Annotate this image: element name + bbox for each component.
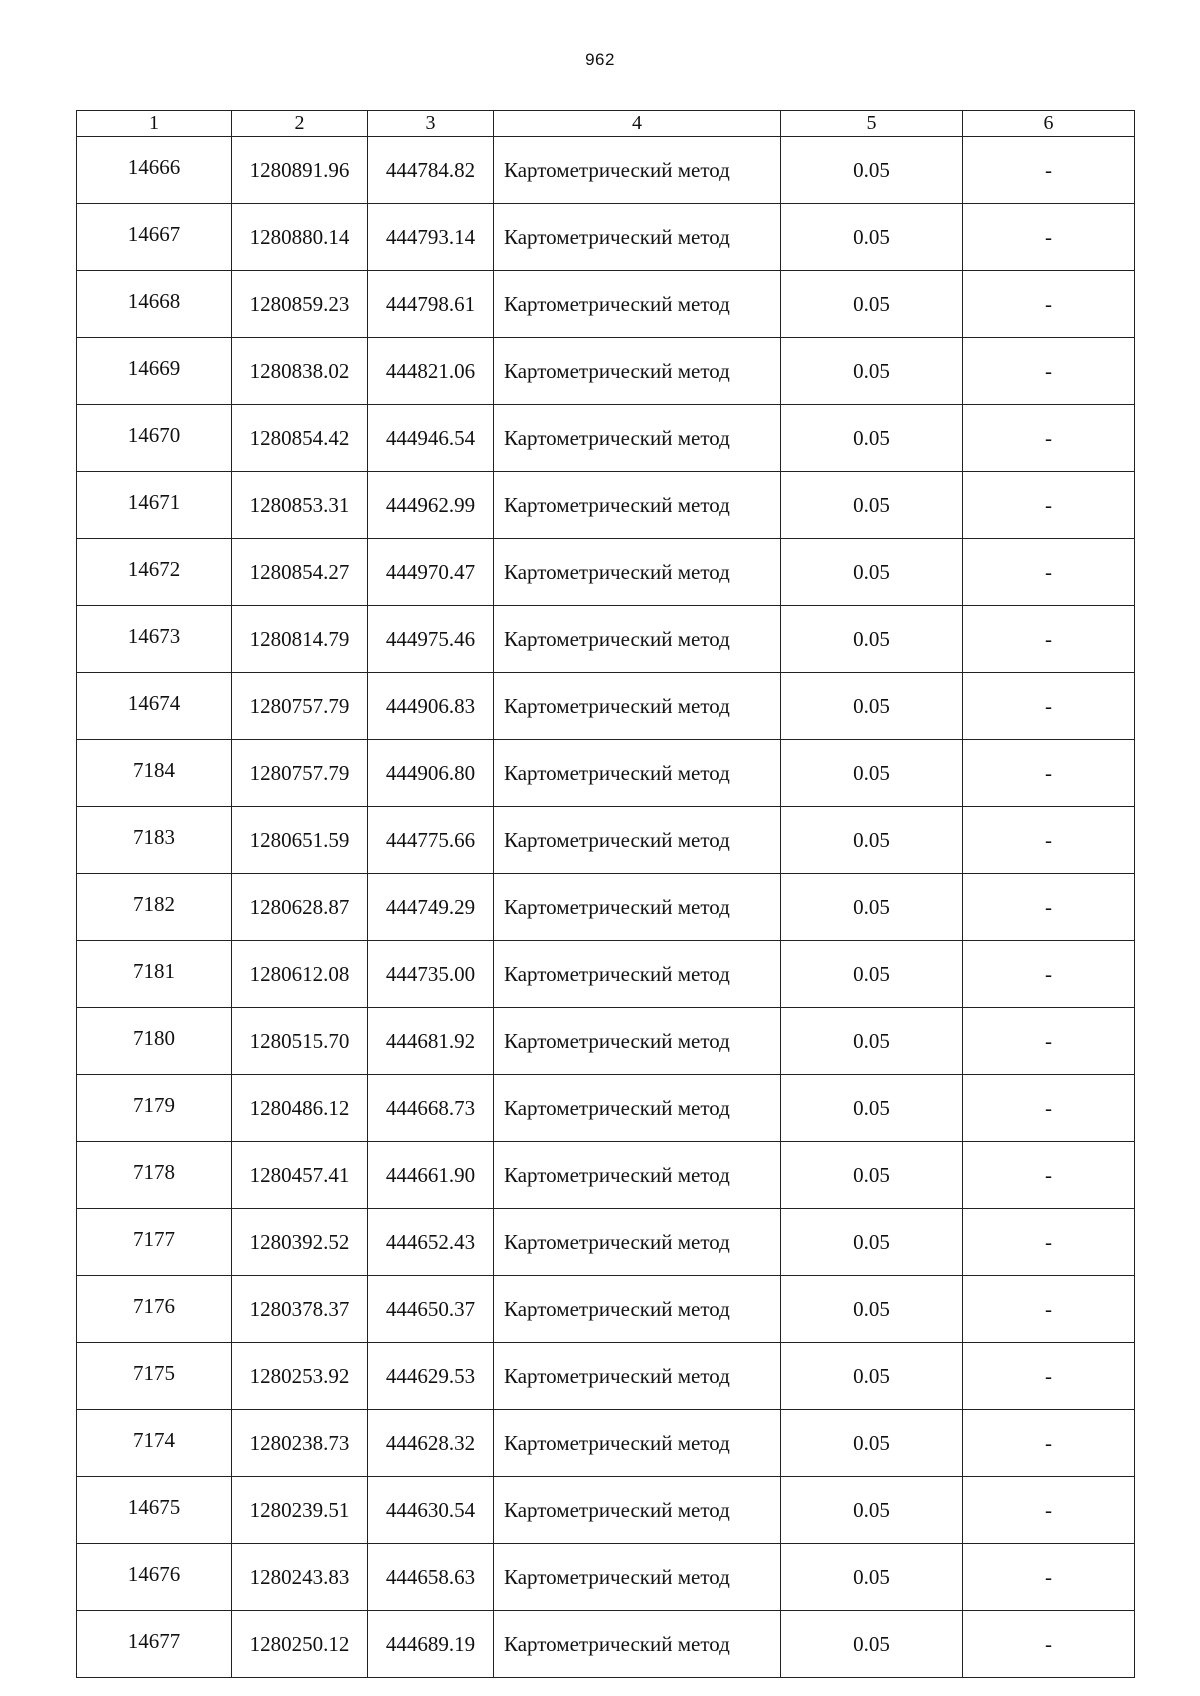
cell-method: Картометрический метод xyxy=(494,472,781,539)
cell-y-coordinate: 444784.82 xyxy=(368,137,494,204)
cell-note: - xyxy=(963,606,1135,673)
table-row xyxy=(77,941,1135,1008)
table-row xyxy=(77,472,1135,539)
column-header-2: 2 xyxy=(232,111,368,137)
cell-x-coordinate: 1280392.52 xyxy=(232,1209,368,1276)
cell-y-coordinate: 444775.66 xyxy=(368,807,494,874)
cell-method: Картометрический метод xyxy=(494,1343,781,1410)
cell-note: - xyxy=(963,204,1135,271)
cell-x-coordinate: 1280239.51 xyxy=(232,1477,368,1544)
cell-point-number: 7176 xyxy=(77,1276,232,1343)
cell-point-number: 14675 xyxy=(77,1477,232,1544)
table-row xyxy=(77,137,1135,204)
cell-point-number: 7174 xyxy=(77,1410,232,1477)
cell-accuracy: 0.05 xyxy=(781,271,963,338)
cell-note: - xyxy=(963,1075,1135,1142)
cell-accuracy: 0.05 xyxy=(781,1477,963,1544)
cell-point-number: 14670 xyxy=(77,405,232,472)
cell-x-coordinate: 1280457.41 xyxy=(232,1142,368,1209)
cell-x-coordinate: 1280880.14 xyxy=(232,204,368,271)
header-row xyxy=(77,111,1135,137)
cell-note: - xyxy=(963,1477,1135,1544)
cell-y-coordinate: 444975.46 xyxy=(368,606,494,673)
cell-y-coordinate: 444793.14 xyxy=(368,204,494,271)
table-row xyxy=(77,204,1135,271)
cell-note: - xyxy=(963,1544,1135,1611)
cell-y-coordinate: 444735.00 xyxy=(368,941,494,1008)
cell-x-coordinate: 1280515.70 xyxy=(232,1008,368,1075)
cell-method: Картометрический метод xyxy=(494,1209,781,1276)
table-row xyxy=(77,405,1135,472)
cell-note: - xyxy=(963,405,1135,472)
cell-note: - xyxy=(963,1209,1135,1276)
cell-point-number: 14668 xyxy=(77,271,232,338)
column-header-4: 4 xyxy=(494,111,781,137)
cell-x-coordinate: 1280651.59 xyxy=(232,807,368,874)
cell-x-coordinate: 1280253.92 xyxy=(232,1343,368,1410)
cell-note: - xyxy=(963,271,1135,338)
cell-y-coordinate: 444658.63 xyxy=(368,1544,494,1611)
cell-note: - xyxy=(963,1611,1135,1678)
table-row xyxy=(77,807,1135,874)
cell-method: Картометрический метод xyxy=(494,1008,781,1075)
table-row xyxy=(77,673,1135,740)
cell-x-coordinate: 1280378.37 xyxy=(232,1276,368,1343)
cell-accuracy: 0.05 xyxy=(781,338,963,405)
cell-accuracy: 0.05 xyxy=(781,1142,963,1209)
cell-accuracy: 0.05 xyxy=(781,539,963,606)
table-row xyxy=(77,271,1135,338)
cell-accuracy: 0.05 xyxy=(781,606,963,673)
cell-accuracy: 0.05 xyxy=(781,204,963,271)
cell-method: Картометрический метод xyxy=(494,1611,781,1678)
column-header-1: 1 xyxy=(77,111,232,137)
column-header-5: 5 xyxy=(781,111,963,137)
cell-y-coordinate: 444821.06 xyxy=(368,338,494,405)
cell-y-coordinate: 444668.73 xyxy=(368,1075,494,1142)
table-row xyxy=(77,1276,1135,1343)
table-row xyxy=(77,1611,1135,1678)
cell-note: - xyxy=(963,1008,1135,1075)
cell-y-coordinate: 444628.32 xyxy=(368,1410,494,1477)
cell-accuracy: 0.05 xyxy=(781,137,963,204)
cell-point-number: 7177 xyxy=(77,1209,232,1276)
cell-point-number: 7182 xyxy=(77,874,232,941)
cell-method: Картометрический метод xyxy=(494,1142,781,1209)
cell-y-coordinate: 444689.19 xyxy=(368,1611,494,1678)
cell-note: - xyxy=(963,740,1135,807)
table-row xyxy=(77,1075,1135,1142)
cell-method: Картометрический метод xyxy=(494,1477,781,1544)
cell-method: Картометрический метод xyxy=(494,1544,781,1611)
cell-note: - xyxy=(963,472,1135,539)
cell-method: Картометрический метод xyxy=(494,874,781,941)
cell-point-number: 14674 xyxy=(77,673,232,740)
table-row xyxy=(77,1343,1135,1410)
cell-y-coordinate: 444630.54 xyxy=(368,1477,494,1544)
cell-note: - xyxy=(963,807,1135,874)
cell-x-coordinate: 1280757.79 xyxy=(232,673,368,740)
cell-point-number: 14672 xyxy=(77,539,232,606)
cell-method: Картометрический метод xyxy=(494,539,781,606)
cell-x-coordinate: 1280853.31 xyxy=(232,472,368,539)
table-row xyxy=(77,1544,1135,1611)
cell-accuracy: 0.05 xyxy=(781,1276,963,1343)
cell-note: - xyxy=(963,1142,1135,1209)
cell-note: - xyxy=(963,1410,1135,1477)
cell-point-number: 14677 xyxy=(77,1611,232,1678)
cell-y-coordinate: 444629.53 xyxy=(368,1343,494,1410)
cell-accuracy: 0.05 xyxy=(781,807,963,874)
table-row xyxy=(77,1209,1135,1276)
cell-accuracy: 0.05 xyxy=(781,1343,963,1410)
cell-point-number: 14669 xyxy=(77,338,232,405)
table-row xyxy=(77,1142,1135,1209)
cell-x-coordinate: 1280859.23 xyxy=(232,271,368,338)
cell-y-coordinate: 444650.37 xyxy=(368,1276,494,1343)
cell-y-coordinate: 444681.92 xyxy=(368,1008,494,1075)
cell-point-number: 14671 xyxy=(77,472,232,539)
cell-method: Картометрический метод xyxy=(494,1075,781,1142)
cell-x-coordinate: 1280243.83 xyxy=(232,1544,368,1611)
cell-point-number: 14673 xyxy=(77,606,232,673)
cell-accuracy: 0.05 xyxy=(781,1611,963,1678)
cell-y-coordinate: 444661.90 xyxy=(368,1142,494,1209)
cell-note: - xyxy=(963,137,1135,204)
cell-method: Картометрический метод xyxy=(494,1410,781,1477)
cell-accuracy: 0.05 xyxy=(781,1209,963,1276)
cell-x-coordinate: 1280612.08 xyxy=(232,941,368,1008)
cell-point-number: 7181 xyxy=(77,941,232,1008)
cell-point-number: 7179 xyxy=(77,1075,232,1142)
cell-point-number: 7175 xyxy=(77,1343,232,1410)
cell-accuracy: 0.05 xyxy=(781,874,963,941)
column-header-3: 3 xyxy=(368,111,494,137)
cell-x-coordinate: 1280814.79 xyxy=(232,606,368,673)
cell-note: - xyxy=(963,874,1135,941)
cell-accuracy: 0.05 xyxy=(781,472,963,539)
cell-x-coordinate: 1280238.73 xyxy=(232,1410,368,1477)
table-body xyxy=(77,137,1135,1678)
table-row xyxy=(77,338,1135,405)
cell-x-coordinate: 1280757.79 xyxy=(232,740,368,807)
cell-accuracy: 0.05 xyxy=(781,1075,963,1142)
cell-y-coordinate: 444749.29 xyxy=(368,874,494,941)
cell-accuracy: 0.05 xyxy=(781,941,963,1008)
cell-y-coordinate: 444970.47 xyxy=(368,539,494,606)
cell-y-coordinate: 444946.54 xyxy=(368,405,494,472)
cell-note: - xyxy=(963,673,1135,740)
cell-x-coordinate: 1280838.02 xyxy=(232,338,368,405)
table-row xyxy=(77,1477,1135,1544)
cell-y-coordinate: 444906.80 xyxy=(368,740,494,807)
table-row xyxy=(77,1008,1135,1075)
cell-x-coordinate: 1280854.42 xyxy=(232,405,368,472)
cell-note: - xyxy=(963,941,1135,1008)
cell-point-number: 7178 xyxy=(77,1142,232,1209)
table-row xyxy=(77,1410,1135,1477)
cell-accuracy: 0.05 xyxy=(781,1008,963,1075)
cell-y-coordinate: 444962.99 xyxy=(368,472,494,539)
cell-method: Картометрический метод xyxy=(494,673,781,740)
cell-point-number: 7183 xyxy=(77,807,232,874)
cell-method: Картометрический метод xyxy=(494,740,781,807)
cell-method: Картометрический метод xyxy=(494,1276,781,1343)
cell-method: Картометрический метод xyxy=(494,204,781,271)
cell-note: - xyxy=(963,539,1135,606)
cell-x-coordinate: 1280891.96 xyxy=(232,137,368,204)
cell-point-number: 7184 xyxy=(77,740,232,807)
table-row xyxy=(77,874,1135,941)
table-row xyxy=(77,740,1135,807)
cell-x-coordinate: 1280628.87 xyxy=(232,874,368,941)
cell-accuracy: 0.05 xyxy=(781,740,963,807)
cell-accuracy: 0.05 xyxy=(781,1544,963,1611)
cell-x-coordinate: 1280486.12 xyxy=(232,1075,368,1142)
cell-method: Картометрический метод xyxy=(494,941,781,1008)
cell-point-number: 14666 xyxy=(77,137,232,204)
table-header xyxy=(77,111,1135,137)
cell-point-number: 14667 xyxy=(77,204,232,271)
cell-method: Картометрический метод xyxy=(494,137,781,204)
cell-method: Картометрический метод xyxy=(494,271,781,338)
table-row xyxy=(77,606,1135,673)
table-row xyxy=(77,539,1135,606)
cell-note: - xyxy=(963,338,1135,405)
cell-note: - xyxy=(963,1276,1135,1343)
cell-accuracy: 0.05 xyxy=(781,1410,963,1477)
cell-point-number: 14676 xyxy=(77,1544,232,1611)
cell-x-coordinate: 1280854.27 xyxy=(232,539,368,606)
cell-method: Картометрический метод xyxy=(494,338,781,405)
cell-accuracy: 0.05 xyxy=(781,673,963,740)
coordinates-table xyxy=(76,110,1135,1678)
cell-method: Картометрический метод xyxy=(494,606,781,673)
cell-method: Картометрический метод xyxy=(494,405,781,472)
cell-x-coordinate: 1280250.12 xyxy=(232,1611,368,1678)
page-number: 962 xyxy=(585,50,615,69)
cell-method: Картометрический метод xyxy=(494,807,781,874)
cell-y-coordinate: 444906.83 xyxy=(368,673,494,740)
cell-point-number: 7180 xyxy=(77,1008,232,1075)
cell-y-coordinate: 444798.61 xyxy=(368,271,494,338)
cell-accuracy: 0.05 xyxy=(781,405,963,472)
column-header-6: 6 xyxy=(963,111,1135,137)
cell-note: - xyxy=(963,1343,1135,1410)
cell-y-coordinate: 444652.43 xyxy=(368,1209,494,1276)
